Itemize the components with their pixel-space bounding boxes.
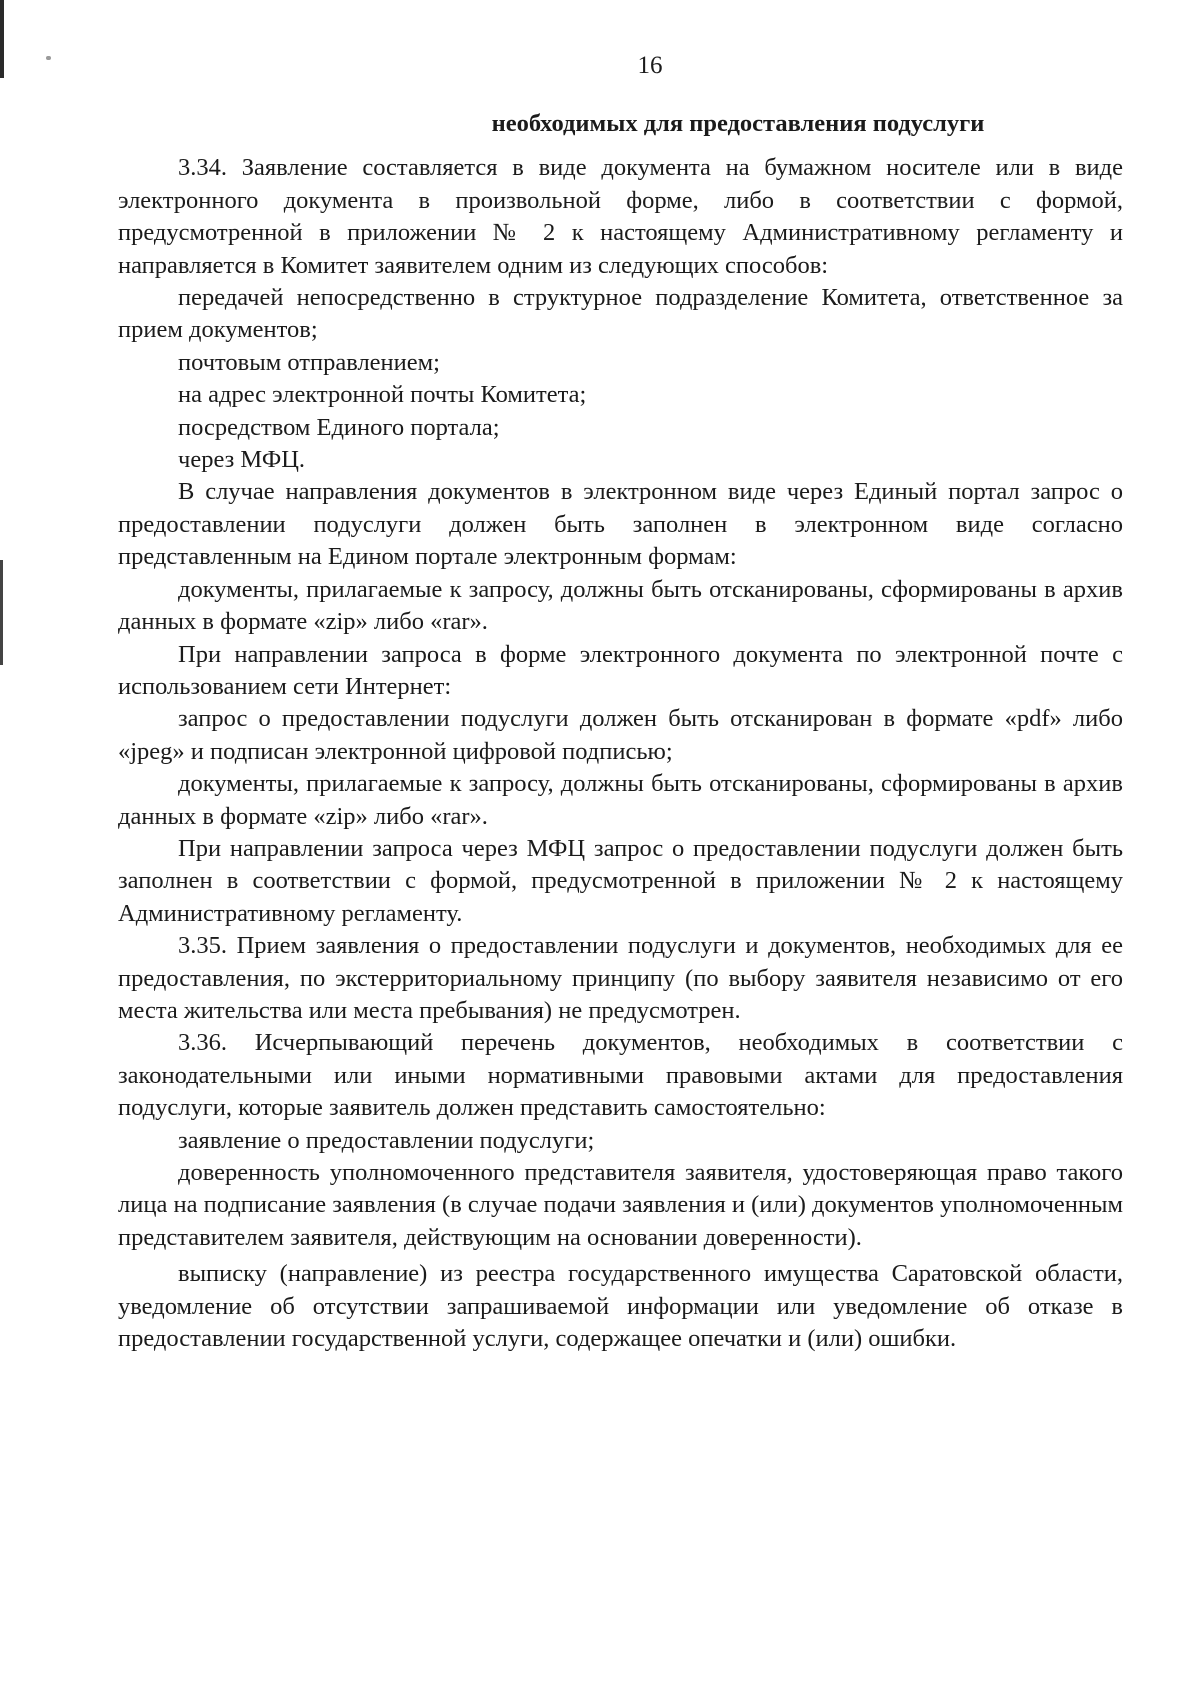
- paragraph-email-request: При направлении запроса в форме электронного документа по электронной почте с использованием сети Интернет:: [118, 640, 1123, 700]
- paragraph-3-35: 3.35. Прием заявления о предоставлении подуслуги и документов, необходимых для ее предоставления, по экстерриториальному принципу (по выбору заявителя независимо от его места жительства или места пребывания) не предусмотрен.: [118, 932, 1123, 1024]
- list-item-mfc: через МФЦ.: [178, 446, 306, 474]
- paragraph-scan-documents: документы, прилагаемые к запросу, должны быть отсканированы, сформированы в архив данных в формате «zip» либо «rar».: [118, 575, 1123, 636]
- paragraph-scan-documents-2: документы, прилагаемые к запросу, должны быть отсканированы, сформированы в архив данных в формате «zip» либо «rar».: [118, 770, 1123, 830]
- list-item-registry-extract: выписку (направление) из реестра государственного имущества Саратовской области, уведомление об отсутствии запрашиваемой информации или уведомление об отказе в предоставлении государственной услуги, содержащее опечатки и (или) ошибки.: [118, 1260, 1123, 1353]
- paragraph-scan-request: запрос о предоставлении подуслуги должен быть отсканирован в формате «pdf» либо «jpeg» и подписан электронной цифровой подписью;: [118, 705, 1123, 765]
- list-item-power-of-attorney: доверенность уполномоченного представителя заявителя, удостоверяющая право такого лица на подписание заявления (в случае подачи заявления и (или) документов уполномоченным представителем заявителя, действующим на основании доверенности).: [118, 1159, 1123, 1251]
- list-item-post: почтовым отправлением;: [178, 348, 440, 376]
- section-heading: необходимых для предоставления подуслуги: [491, 110, 985, 137]
- document-body: [118, 108, 1123, 1355]
- list-item-email: на адрес электронной почты Комитета;: [178, 381, 587, 409]
- scan-border-mark: [0, 560, 3, 665]
- paragraph-mfc-request: При направлении запроса через МФЦ запрос о предоставлении подуслуги должен быть заполнен в соответствии с формой, предусмотренной в приложении № 2 к настоящему Административному регламенту.: [118, 834, 1123, 927]
- page-number: 16: [637, 52, 663, 79]
- list-item-portal: посредством Единого портала;: [178, 413, 500, 441]
- list-item-direct-submission: передачей непосредственно в структурное подразделение Комитета, ответственное за прием документов;: [118, 284, 1123, 344]
- paragraph-electronic-portal: В случае направления документов в электронном виде через Единый портал запрос о предоставлении подуслуги должен быть заполнен в электронном виде согласно представленным на Едином портале электронным формам:: [118, 478, 1123, 571]
- list-item-application: заявление о предоставлении подуслуги;: [178, 1126, 595, 1154]
- paragraph-3-36: 3.36. Исчерпывающий перечень документов, необходимых в соответствии с законодательными или иными нормативными правовыми актами для предоставления подуслуги, которые заявитель должен представить самостоятельно:: [118, 1029, 1123, 1122]
- paragraph-3-34: 3.34. Заявление составляется в виде документа на бумажном носителе или в виде электронного документа в произвольной форме, либо в соответствии с формой, предусмотренной в приложении № 2 к настоящему Административному регламенту и направляется в Комитет заявителем одним из следующих способов:: [118, 154, 1123, 279]
